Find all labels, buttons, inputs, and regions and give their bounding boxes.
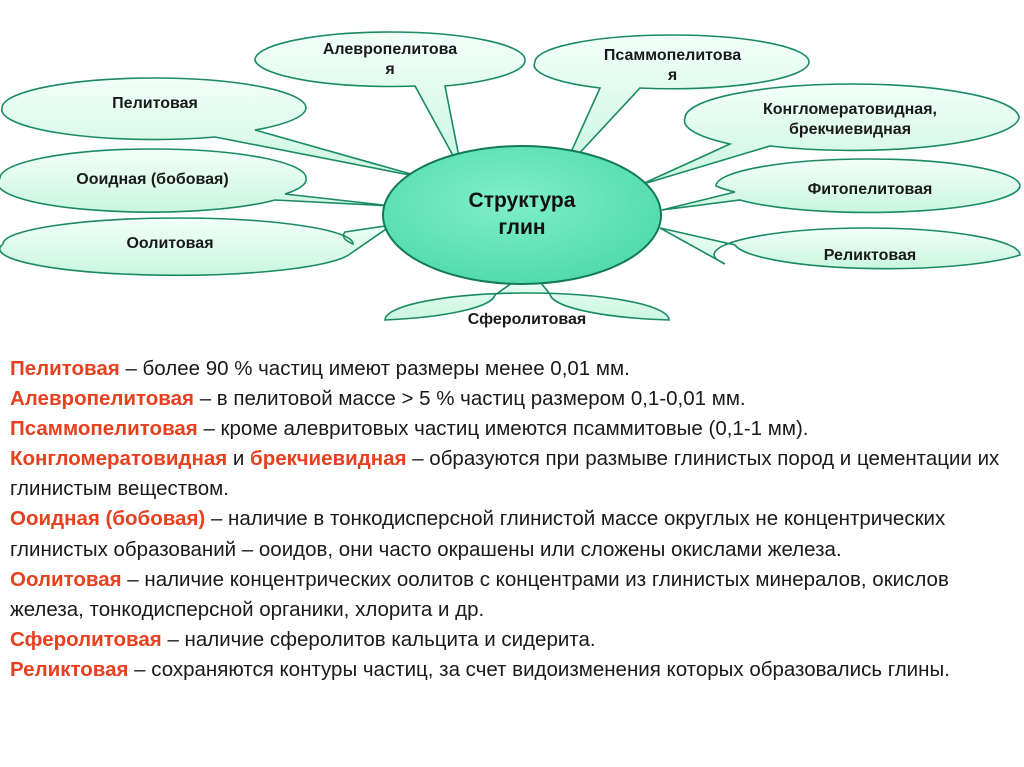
definition-term: Ооидная (бобовая) — [10, 507, 206, 531]
definition-term: Конгломератовидная — [10, 447, 228, 471]
definition-text: – наличие в тонкодисперсной глинистой массе округлых не концентрических глинистых образований – ооидов, они часто окрашены или сложены окислами железа. — [10, 507, 946, 561]
definition-text: – наличие сферолитов кальцита и сидерита. — [161, 627, 596, 651]
bubble-psammo-label: Псаммопелитова я — [603, 47, 742, 84]
bubble-oolit-label: Оолитовая — [126, 235, 214, 252]
definitions-list — [10, 354, 1020, 685]
bubble-fito — [662, 159, 1020, 212]
bubble-oolit — [0, 218, 392, 275]
definition-text: – сохраняются контуры частиц, за счет видоизменения которых образовались глины. — [128, 657, 950, 681]
bubble-relikt-label: Реликтовая — [823, 247, 917, 264]
definition-term: Псаммопелитовая — [10, 417, 198, 441]
bubble-aleuro-label: Алевропелитова я — [322, 41, 458, 78]
definition-text: – более 90 % частиц имеют размеры менее 0,01 мм. — [119, 357, 630, 380]
diagram-canvas — [0, 0, 1024, 350]
bubble-fito-label: Фитопелитовая — [807, 181, 933, 198]
bubble-relikt — [660, 228, 1020, 269]
clay-structure-diagram — [0, 0, 1024, 350]
bubble-konglo-label: Конгломератовидная, брекчиевидная — [763, 101, 937, 138]
definition-term: Оолитовая — [10, 567, 122, 591]
center-ellipse — [383, 146, 661, 284]
definition-connector: и — [227, 447, 251, 471]
definition-term-2: брекчиевидная — [250, 447, 407, 471]
definition-text: – в пелитовой массе > 5 % частиц размером 0,1-0,01 мм. — [194, 387, 746, 411]
definition-sferolit — [10, 625, 1020, 655]
definition-term: Реликтовая — [10, 657, 129, 681]
definition-ooid — [10, 504, 1020, 564]
bubble-ooid-label: Ооидная (бобовая) — [76, 171, 229, 188]
definition-term: Пелитовая — [10, 357, 120, 380]
definition-text: – кроме алевритовых частиц имеются псаммитовые (0,1-1 мм). — [197, 417, 809, 441]
definition-text: – образуются при размыве глинистых пород и цементации их глинистым веществом. — [10, 447, 1000, 501]
definition-term: Сферолитовая — [10, 627, 162, 651]
definition-pelit — [10, 354, 1020, 384]
center-label: Структура глин — [468, 189, 576, 239]
bubble-sferolit-label: Сферолитовая — [467, 311, 587, 328]
definition-oolit — [10, 565, 1020, 625]
definition-aleuro — [10, 384, 1020, 414]
definition-psammo — [10, 414, 1020, 444]
definition-text: – наличие концентрических оолитов с концентрами из глинистых минералов, окислов железа, тонкодисперсной органики, хлорита и др. — [10, 567, 949, 621]
bubble-pelit-label: Пелитовая — [112, 95, 198, 112]
definition-konglo — [10, 444, 1020, 504]
definition-relikt — [10, 655, 1020, 685]
definition-term: Алевропелитовая — [10, 387, 194, 411]
